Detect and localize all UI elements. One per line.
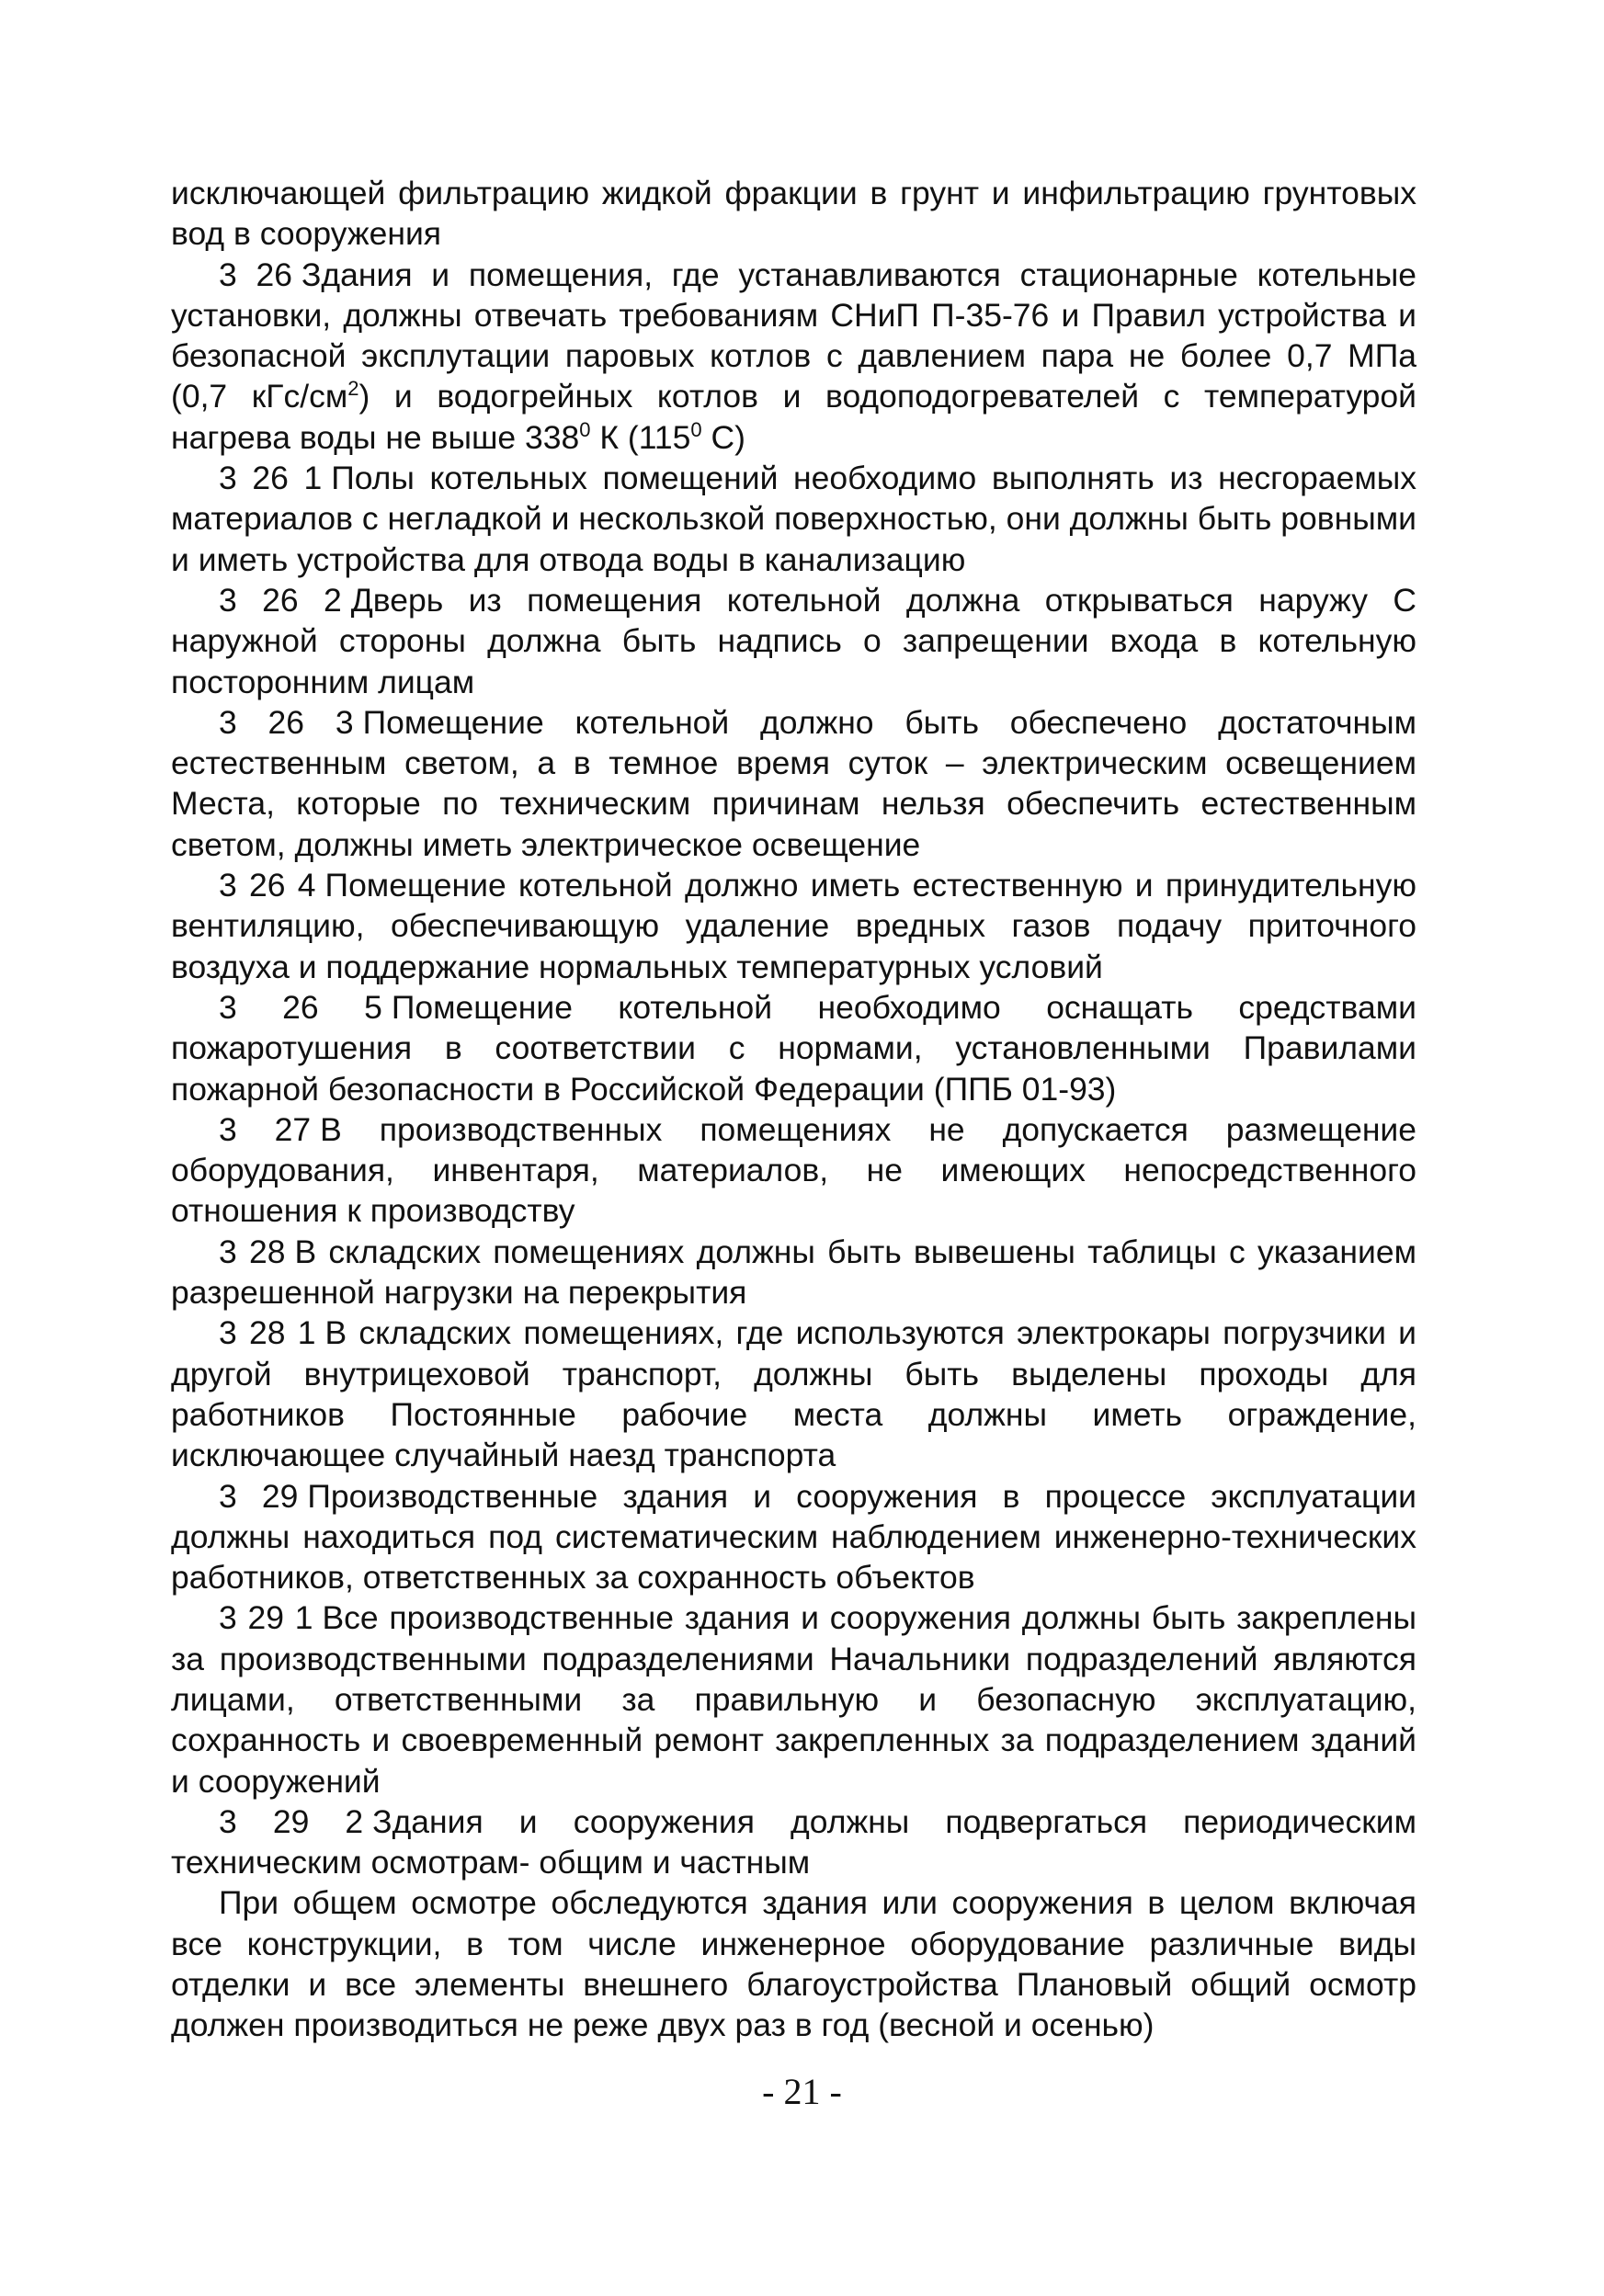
clause-number: 3 27 [219,1110,312,1148]
clause-number: 3 26 [219,256,292,293]
clause-number: 3 26 1 [219,460,323,497]
paragraph-3-26-3 [171,702,1416,865]
paragraph-continuation [171,173,1416,255]
paragraph-3-28-1 [171,1313,1416,1475]
paragraph-text: Здания и помещения, где устанавливаются стационарные котельные установки, должны отвечать требованиям СНиП П-35-76 и Правил устройства и безопасной эксплутации паровых котлов с давлением пара не более 0,7 МПа (0,7 кГс/см [171,256,1417,415]
paragraph-text: Все производственные здания и сооружения должны быть закреплены за производственными подразделениями Начальники подразделений являются лицами, ответственными за правильную и безопасную эксплуатацию, сохранность и своевременный ремонт закрепленных за подразделением зданий и сооружений [171,1599,1416,1800]
paragraph-3-26-2 [171,580,1416,702]
paragraph-text: Полы котельных помещений необходимо выполнять из несгораемых материалов с негладкой и нескользкой поверхностью, они должны быть ровными и иметь устройства для отвода воды в канализацию [171,460,1416,578]
clause-number: 3 29 [219,1477,299,1515]
paragraph-3-27 [171,1109,1416,1232]
superscript: 0 [690,417,702,441]
paragraph-3-26 [171,255,1416,458]
paragraph-3-26-1 [171,458,1416,580]
paragraph-text: Производственные здания и сооружения в процессе эксплуатации должны находиться под систематическим наблюдением инженерно-технических работников, ответственных за сохранность объектов [171,1477,1416,1597]
paragraph-text: исключающей фильтрацию жидкой фракции в грунт и инфильтрацию грунтовых вод в сооружения [171,175,1416,253]
paragraph-3-28 [171,1232,1416,1313]
clause-number: 3 26 2 [219,581,342,619]
page-number: - 21 - [762,2071,842,2112]
paragraph-3-26-4 [171,865,1416,987]
clause-number: 3 28 [219,1233,286,1270]
paragraph-3-29-1 [171,1597,1416,1801]
paragraph-text-cont: К (115 [590,418,691,456]
paragraph-text: При общем осмотре обследуются здания или сооружения в целом включая все конструкции, в том числе инженерное оборудование различные виды отделки и все элементы внешнего благоустройства Плановый общий осмотр должен производиться не реже двух раз в год (весной и осенью) [171,1884,1416,2044]
paragraph-text-cont: С) [701,418,745,456]
paragraph-3-26-5 [171,987,1416,1109]
clause-number: 3 29 1 [219,1599,313,1637]
superscript: 0 [579,417,591,441]
clause-number: 3 28 1 [219,1314,316,1352]
paragraph-text: Помещение котельной должно иметь естественную и принудительную вентиляцию, обеспечивающую удаление вредных газов подачу приточного воздуха и поддержание нормальных температурных условий [171,867,1416,985]
paragraph-text: В производственных помещениях не допускается размещение оборудования, инвентаря, материалов, не имеющих непосредственного отношения к производству [171,1110,1416,1230]
paragraph-text: Здания и сооружения должны подвергаться периодическим техническим осмотрам- общим и частным [171,1802,1416,1881]
paragraph-3-29 [171,1476,1416,1598]
paragraph-text-cont: ) и водогрейных котлов и водоподогревателей с температурой нагрева воды не выше 338 [171,378,1416,456]
clause-number: 3 26 4 [219,867,316,904]
paragraph-3-29-2 [171,1802,1416,1883]
clause-number: 3 26 3 [219,703,354,741]
document-page [171,173,1416,2046]
clause-number: 3 26 5 [219,988,382,1026]
paragraph-text: Дверь из помещения котельной должна открываться наружу С наружной стороны должна быть надпись о запрещении входа в котельную посторонним лицам [171,581,1417,700]
paragraph-general-inspection [171,1882,1416,2045]
paragraph-text: Помещение котельной необходимо оснащать средствами пожаротушения в соответствии с нормами, установленными Правилами пожарной безопасности в Российской Федерации (ППБ 01-93) [171,988,1416,1108]
paragraph-text: В складских помещениях, где используются электрокары погрузчики и другой внутрицеховой транспорт, должны быть выделены проходы для работников Постоянные рабочие места должны иметь ограждение, исключающее случайный наезд транспорта [171,1314,1417,1474]
superscript: 2 [347,377,359,401]
paragraph-text: Помещение котельной должно быть обеспечено достаточным естественным светом, а в темное время суток – электрическим освещением Места, которые по техническим причинам нельзя обеспечить естественным светом, должны иметь электрическое освещение [171,703,1416,863]
clause-number: 3 29 2 [219,1802,364,1840]
paragraph-text: В складских помещениях должны быть вывешены таблицы с указанием разрешенной нагрузки на перекрытия [171,1233,1417,1312]
